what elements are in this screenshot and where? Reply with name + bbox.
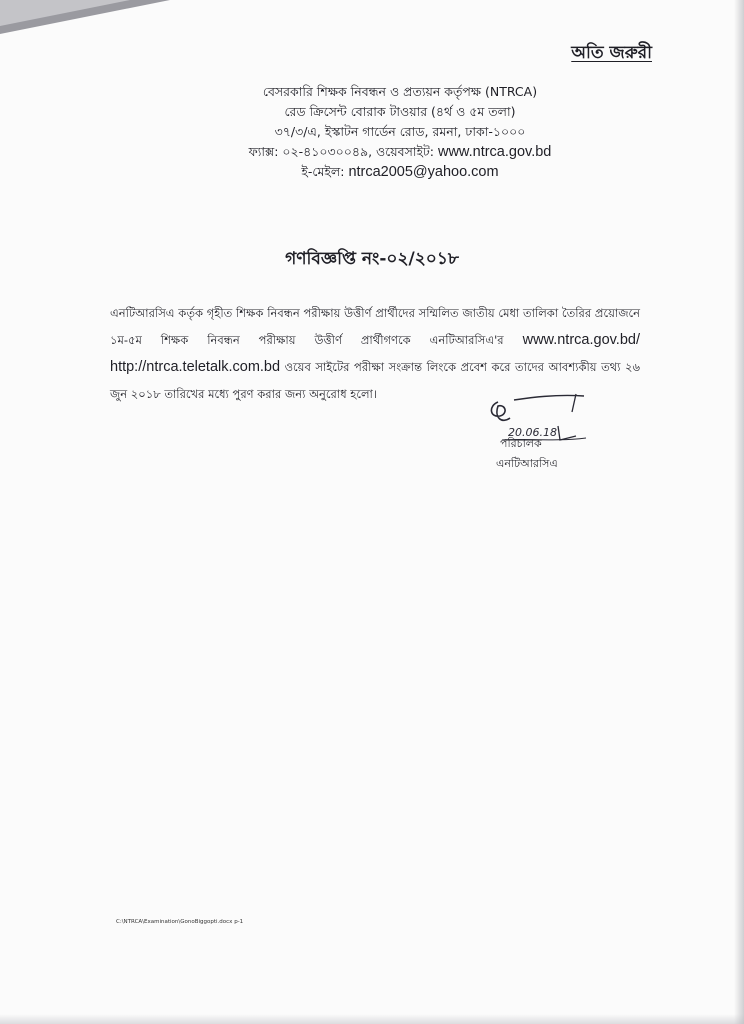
fax-label: ফ্যাক্স: ০২-৪১০৩০০৪৯, ওয়েবসাইট:: [248, 144, 438, 159]
urgency-label: অতি জরুরী: [571, 43, 652, 63]
body-part-2: ওয়েব সাইটের পরীক্ষা সংক্রান্ত লিংকে প্রবেশ করে তাদের আবশ্যকীয় তথ্য ২৬ জুন ২০১৮ তারিখের মধ্যে পুরণ করার জন্য অনুরোধ হলো।: [110, 360, 640, 401]
address-line: ৩৭/৩/এ, ইস্কাটন গার্ডেন রোড, রমনা, ঢাকা-১০০০: [274, 124, 526, 139]
signatory-designation: পরিচালক: [500, 437, 542, 450]
ntrca-link[interactable]: www.ntrca.gov.bd/: [522, 332, 640, 348]
email-link[interactable]: ntrca2005@yahoo.com: [348, 164, 499, 180]
teletalk-link[interactable]: http://ntrca.teletalk.com.bd: [110, 359, 281, 375]
email-line: [150, 162, 650, 182]
building-line: রেড ক্রিসেন্ট বোরাক টাওয়ার (৪র্থ ও ৫ম তলা): [284, 104, 516, 119]
signatory-organization: এনটিআরসিএ: [496, 457, 558, 470]
letterhead: [150, 82, 650, 182]
folded-corner-inner: [0, 0, 130, 26]
org-name: বেসরকারি শিক্ষক নিবন্ধন ও প্রত্যয়ন কর্তৃপক্ষ (NTRCA): [262, 84, 538, 99]
body-part-1: এনটিআরসিএ কর্তৃক গৃহীত শিক্ষক নিবন্ধন পরীক্ষায় উত্তীর্ণ প্রার্থীদের সম্মিলিত জাতীয় মেধা তালিকা তৈরির প্রয়োজনে ১ম-৫ম শিক্ষক নিবন্ধন পরীক্ষায় উত্তীর্ণ প্রার্থীগণকে এনটিআরসিএ'র: [110, 306, 640, 347]
email-label: ই-মেইল:: [301, 164, 349, 179]
scan-edge-right: [734, 0, 744, 1024]
notice-number: গণবিজ্ঞপ্তি নং-০২/২০১৮: [285, 249, 459, 269]
fax-website-line: [150, 142, 650, 162]
signature-date: 20.06.18: [508, 426, 557, 439]
file-path-footer: C:\NTRCA\Examination\GonoBiggopti.docx p-1: [116, 919, 244, 925]
website-link[interactable]: www.ntrca.gov.bd: [437, 144, 552, 160]
scan-edge-bottom: [0, 1014, 744, 1024]
